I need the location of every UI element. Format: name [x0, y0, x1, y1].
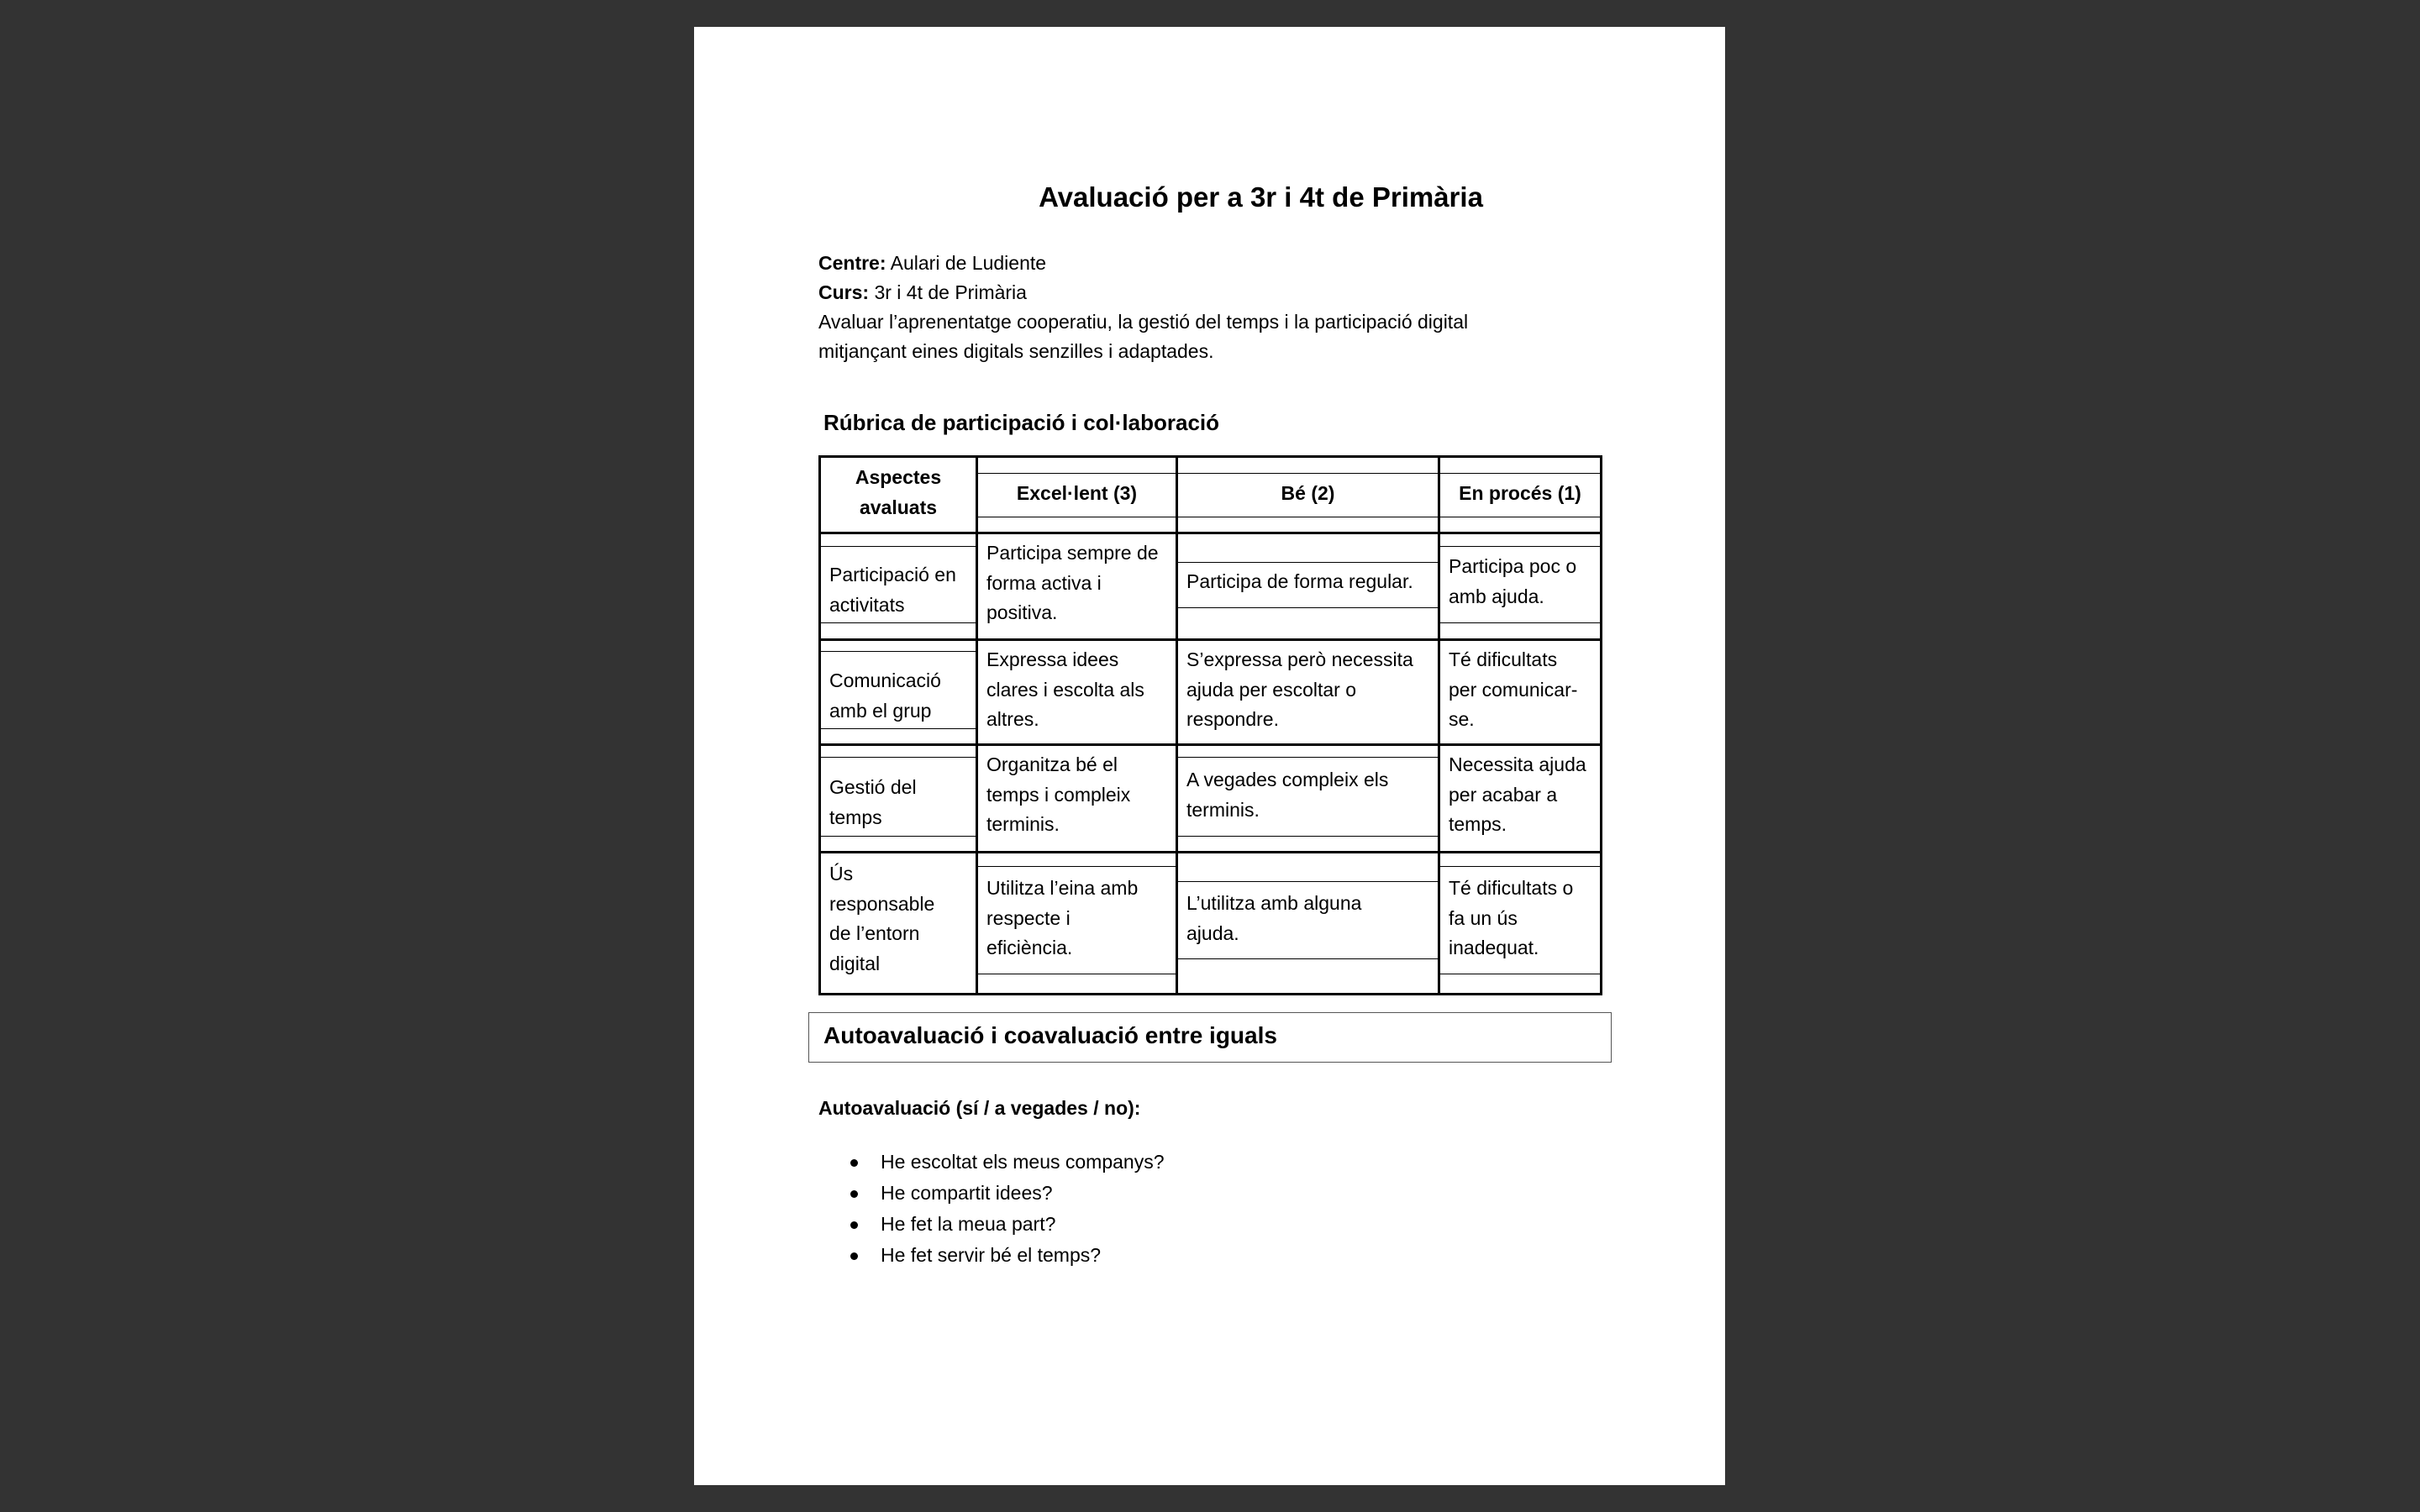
- in-progress-cell: Té dificultats o fa un ús inadequat.: [1449, 877, 1574, 958]
- self-eval-questions: [818, 1147, 1165, 1271]
- aspect-cell: Participació en activitats: [829, 564, 956, 616]
- excellent-cell: Expressa idees clares i escolta als altres.: [986, 648, 1144, 730]
- self-eval-section-header: [808, 1012, 1612, 1063]
- rubric-table: [818, 455, 1602, 995]
- aspect-cell: Comunicació amb el grup: [829, 669, 941, 722]
- column-excellent: [978, 458, 1178, 993]
- self-eval-label: Autoavaluació (sí / a vegades / no):: [818, 1097, 1141, 1119]
- excellent-cell: Utilitza l’eina amb respecte i eficiència.: [986, 877, 1139, 958]
- list-item: He fet la meua part?: [818, 1209, 1165, 1240]
- excellent-cell: Participa sempre de forma activa i positiva.: [986, 542, 1159, 623]
- document-meta: [818, 249, 1541, 366]
- in-progress-cell: Té dificultats per comunicar- se.: [1449, 648, 1578, 730]
- header-excellent: Excel·lent (3): [1016, 482, 1138, 504]
- excellent-cell: Organitza bé el temps i compleix terminis.: [986, 753, 1131, 835]
- centre-label: Centre:: [818, 252, 886, 274]
- document-title: Avaluació per a 3r i 4t de Primària: [1039, 181, 1483, 213]
- column-good: [1178, 458, 1440, 993]
- objective-line-2: mitjançant eines digitals senzilles i adaptades.: [818, 340, 1214, 362]
- document-page: [694, 27, 1725, 1485]
- good-cell: S’expressa però necessita ajuda per escoltar o respondre.: [1186, 648, 1413, 730]
- column-in-progress: [1440, 458, 1600, 993]
- in-progress-cell: Participa poc o amb ajuda.: [1449, 555, 1577, 607]
- list-item: He escoltat els meus companys?: [818, 1147, 1165, 1178]
- in-progress-cell: Necessita ajuda per acabar a temps.: [1449, 753, 1586, 835]
- aspect-cell: Ús responsable de l’entorn digital: [829, 863, 935, 974]
- aspect-cell: Gestió del temps: [829, 776, 917, 828]
- curs-value: 3r i 4t de Primària: [874, 281, 1027, 303]
- centre-line: [818, 249, 1541, 278]
- list-item: He compartit idees?: [818, 1178, 1165, 1209]
- rubric-title: Rúbrica de participació i col·laboració: [823, 410, 1220, 435]
- list-item: He fet servir bé el temps?: [818, 1240, 1165, 1271]
- curs-line: [818, 278, 1541, 307]
- good-cell: Participa de forma regular.: [1186, 570, 1413, 592]
- header-aspects: Aspectes avaluats: [855, 466, 942, 518]
- column-aspects: [821, 458, 978, 993]
- objective-line-1: Avaluar l’aprenentatge cooperatiu, la gestió del temps i la participació digital: [818, 311, 1469, 333]
- good-cell: A vegades compleix els terminis.: [1186, 769, 1389, 821]
- good-cell: L’utilitza amb alguna ajuda.: [1186, 892, 1362, 944]
- curs-label: Curs:: [818, 281, 870, 303]
- header-good: Bé (2): [1281, 482, 1335, 504]
- header-in-progress: En procés (1): [1459, 482, 1581, 504]
- centre-value: Aulari de Ludiente: [890, 252, 1047, 274]
- self-eval-section-title: Autoavaluació i coavaluació entre iguals: [823, 1022, 1277, 1048]
